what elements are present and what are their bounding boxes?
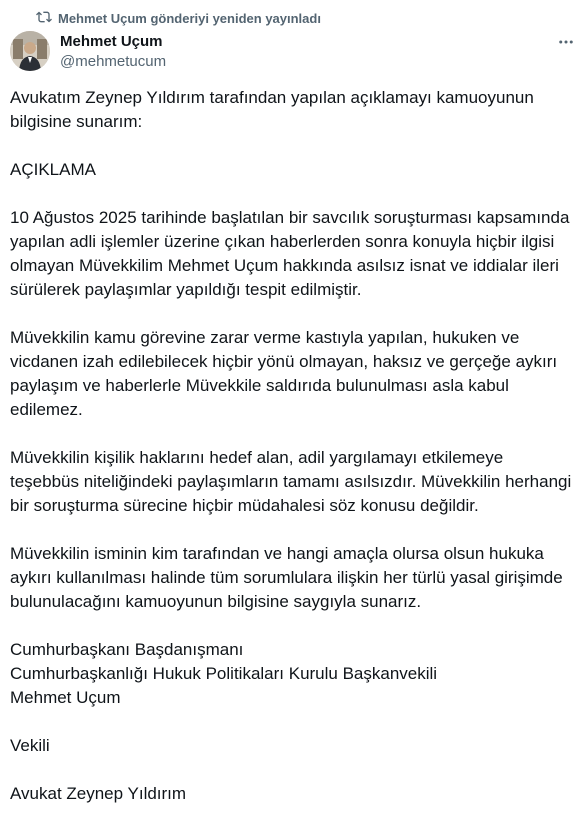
post-heading: AÇIKLAMA: [10, 160, 96, 179]
post-intro: Avukatım Zeynep Yıldırım tarafından yapılan açıklamayı kamuoyunun bilgisine sunarım:: [10, 88, 534, 131]
signature-name: Mehmet Uçum: [10, 688, 121, 707]
repost-text: Mehmet Uçum gönderiyi yeniden yayınladı: [58, 11, 321, 26]
post-text: [10, 86, 575, 830]
post-paragraph-3: Müvekkilin kişilik haklarını hedef alan, adil yargılamayı etkilemeye teşebbüs niteliğindeki paylaşımların tamamı asılsızdır. Müvekkilin herhangi bir soruşturma sürecine hiçbir müdahalesi söz konusu değildir.: [10, 448, 572, 515]
author-handle[interactable]: @mehmetucum: [60, 53, 167, 70]
post-signature: [10, 638, 575, 710]
post-paragraph-1: 10 Ağustos 2025 tarihinde başlatılan bir savcılık soruşturması kapsamında yapılan adli işlemler üzerine çıkan haberlerden sonra konuyla hiçbir ilgisi olmayan Müvekkilim Mehmet Uçum hakkında asılsız isnat ve iddialar ileri sürülerek paylaşımlar yapıldığı tespit edilmiştir.: [10, 208, 570, 299]
lawyer-name: Avukat Zeynep Yıldırım: [10, 784, 187, 803]
vekil-label: Vekili: [10, 736, 50, 755]
post-paragraph-4: Müvekkilin isminin kim tarafından ve hangi amaçla olursa olsun hukuka aykırı kullanılması halinde tüm sorumlulara ilişkin her türlü yasal girişimde bulunulacağını kamuoyunun bilgisine saygıyla sunarız.: [10, 544, 563, 611]
repost-icon: [36, 9, 52, 28]
more-options-icon[interactable]: [555, 31, 577, 53]
post-paragraph-2: Müvekkilin kamu görevine zarar verme kastıyla yapılan, hukuken ve vicdanen izah edilebilecek hiçbir yönü olmayan, haksız ve gerçeğe aykırı paylaşım ve haberlerle Müvekkile saldırıda bulunulması asla kabul edilemez.: [10, 328, 558, 419]
avatar[interactable]: [10, 31, 50, 71]
author-name[interactable]: Mehmet Uçum: [60, 33, 163, 50]
signature-title-1: Cumhurbaşkanı Başdanışmanı: [10, 640, 244, 659]
signature-title-2: Cumhurbaşkanlığı Hukuk Politikaları Kurulu Başkanvekili: [10, 664, 438, 683]
repost-indicator[interactable]: [36, 9, 321, 28]
